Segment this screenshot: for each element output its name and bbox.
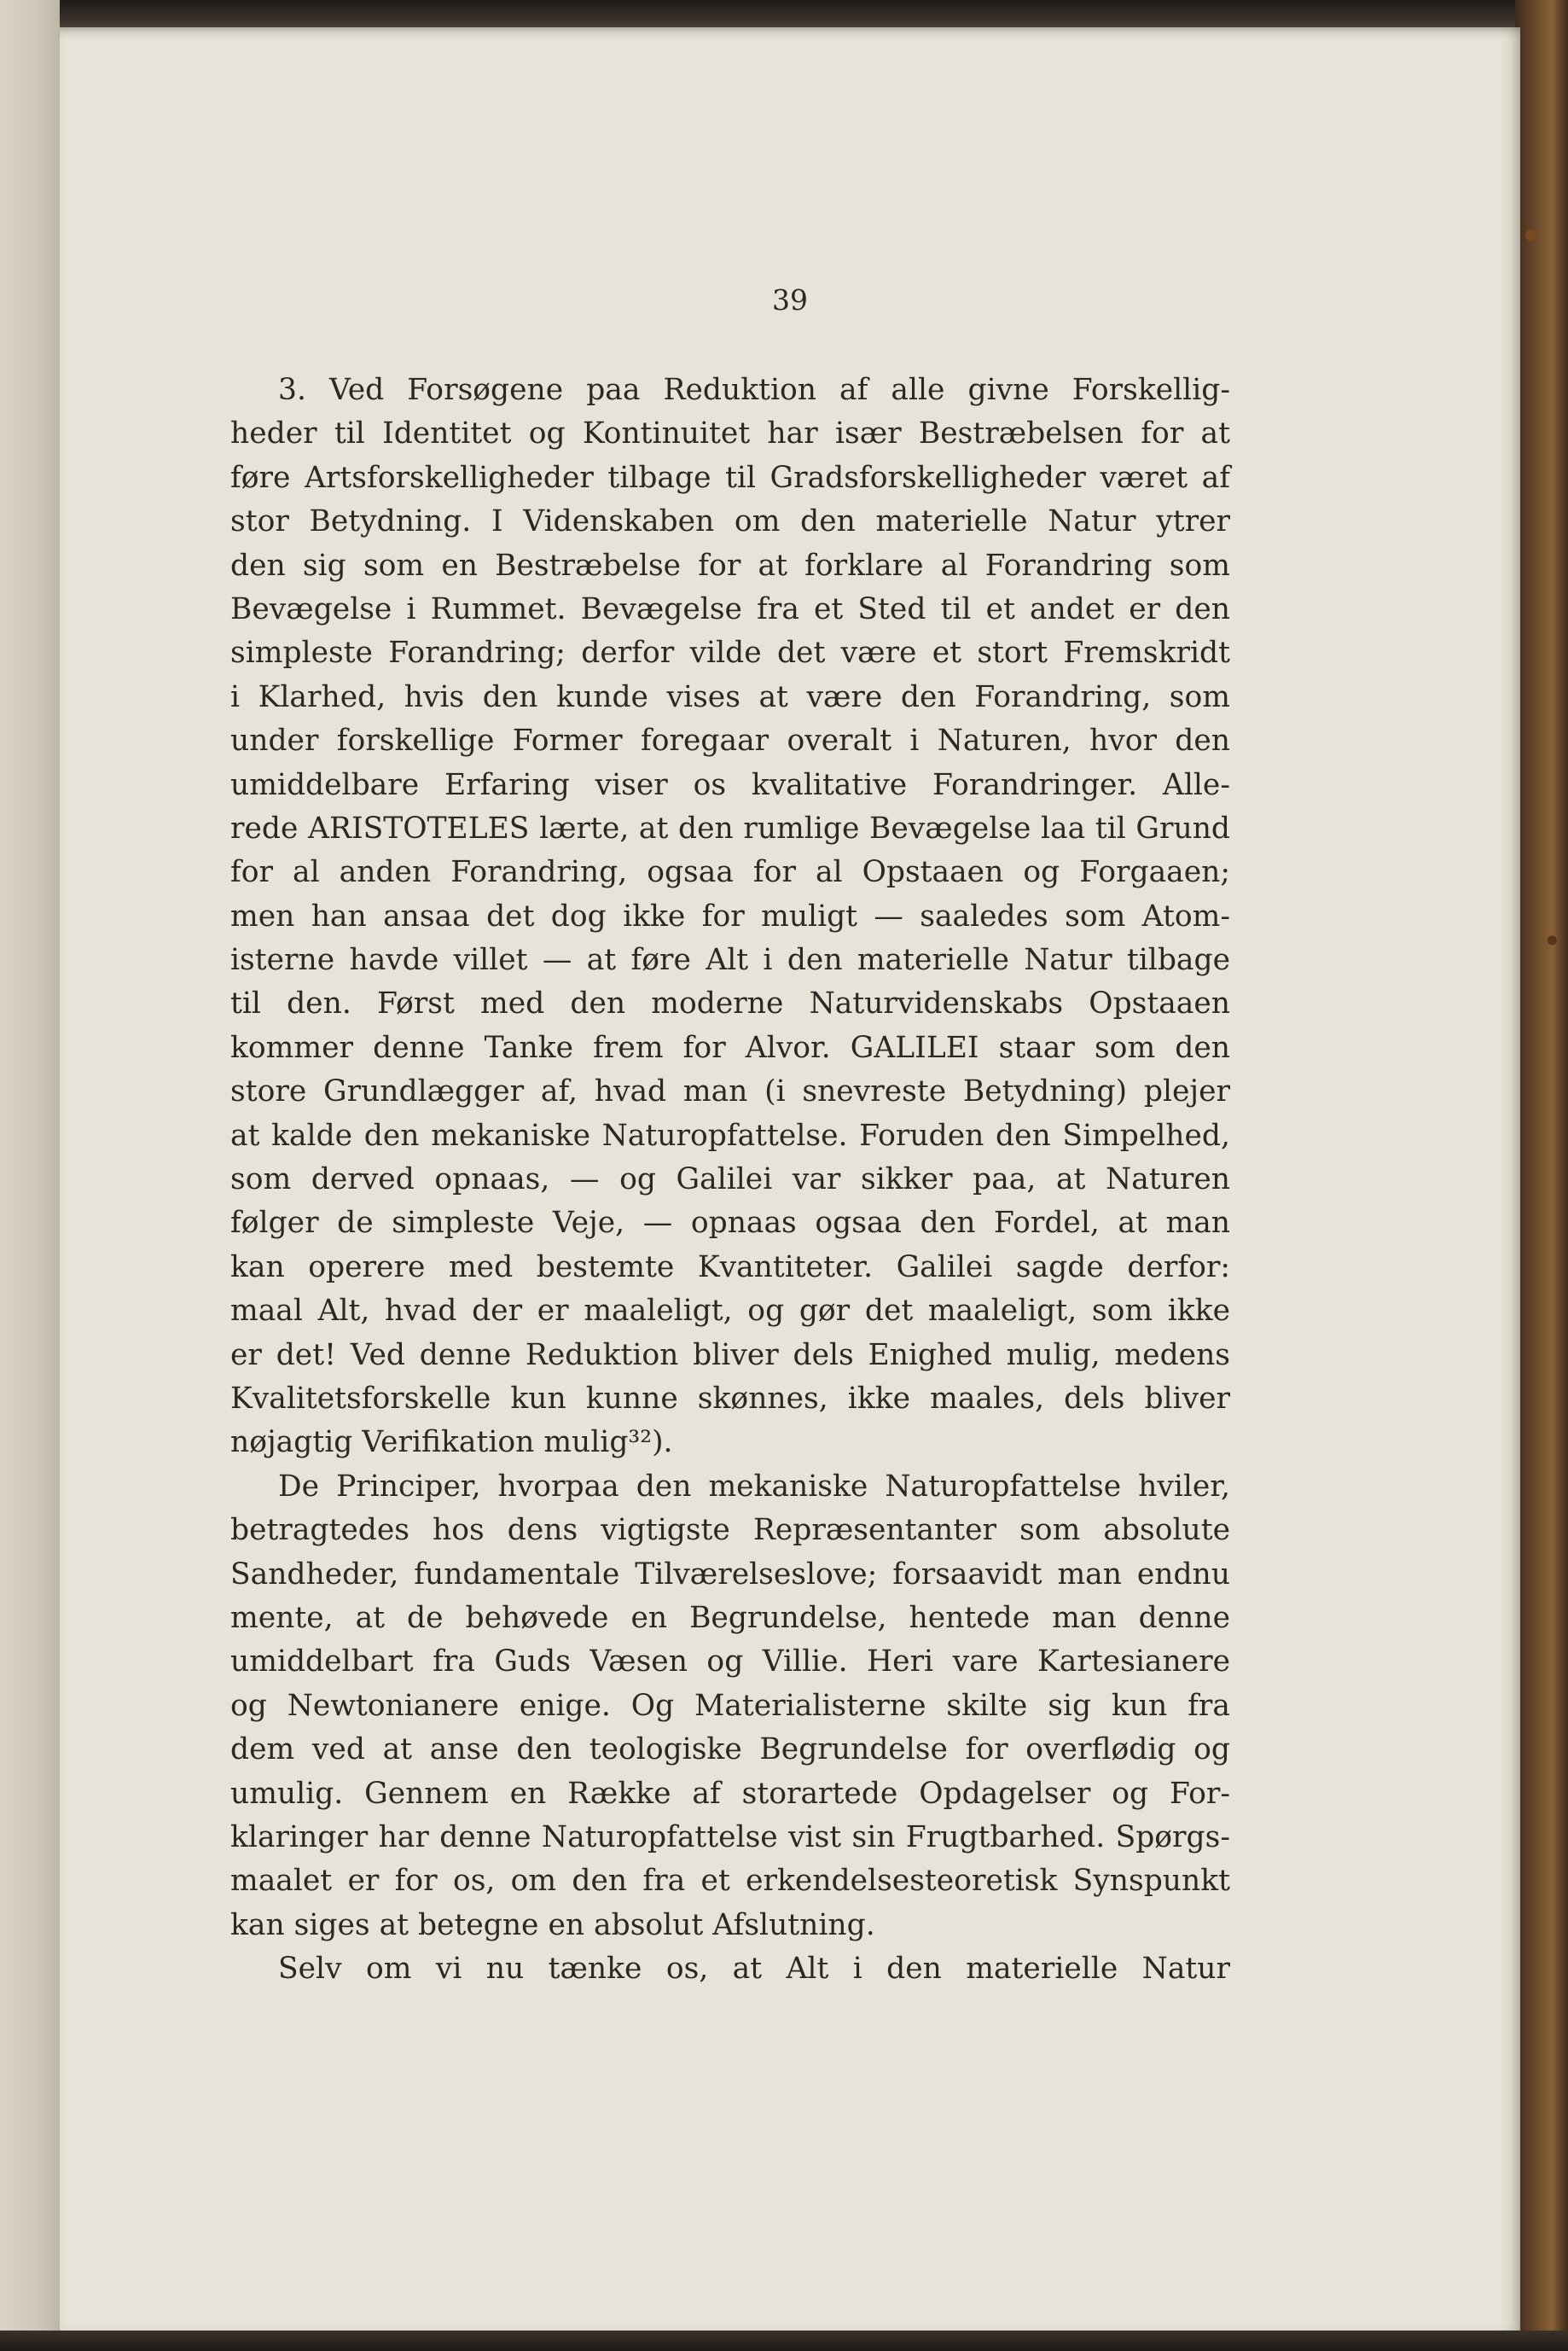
text-line: i Klarhed, hvis den kunde vises at være den Forandring, som: [230, 679, 1230, 714]
text-line: heder til Identitet og Kontinuitet har især Bestræbelsen for at: [230, 416, 1230, 451]
text-line: 3. Ved Forsøgene paa Reduktion af alle givne Forskellig-: [278, 373, 1230, 407]
text-line: for al anden Forandring, ogsaa for al Opstaaen og Forgaaen;: [230, 855, 1230, 890]
marbled-cover-edge: [1515, 0, 1568, 2351]
text-line: umiddelbart fra Guds Væsen og Villie. Heri vare Kartesianere: [230, 1644, 1230, 1679]
text-line: betragtedes hos dens vigtigste Repræsentanter som absolute: [230, 1513, 1230, 1548]
text-line: De Principer, hvorpaa den mekaniske Naturopfattelse hviler,: [278, 1469, 1230, 1504]
text-line: Selv om vi nu tænke os, at Alt i den materielle Natur: [278, 1952, 1230, 1987]
text-line: følger de simpleste Veje, — opnaas ogsaa den Fordel, at man: [230, 1206, 1230, 1241]
facing-page-edge: [0, 0, 60, 2351]
text-line: stor Betydning. I Videnskaben om den materielle Natur ytrer: [230, 504, 1230, 539]
text-line: kan siges at betegne en absolut Afslutning.: [230, 1907, 875, 1942]
text-line: den sig som en Bestræbelse for at forklare al Forandring som: [230, 548, 1230, 583]
text-line: maalet er for os, om den fra et erkendelsesteoretisk Synspunkt: [230, 1864, 1230, 1899]
text-line: rede ARISTOTELES lærte, at den rumlige Bevægelse laa til Grund: [230, 811, 1230, 846]
text-line: som derved opnaas, — og Galilei var sikker paa, at Naturen: [230, 1162, 1230, 1197]
text-line: kan operere med bestemte Kvantiteter. Galilei sagde derfor:: [230, 1249, 1230, 1284]
text-line: nøjagtig Verifikation mulig³²).: [230, 1425, 673, 1460]
text-line: under forskellige Former foregaar overalt i Naturen, hvor den: [230, 724, 1230, 759]
text-line: men han ansaa det dog ikke for muligt — saaledes som Atom-: [230, 899, 1230, 934]
text-line: mente, at de behøvede en Begrundelse, hentede man denne: [230, 1600, 1230, 1635]
text-line: er det! Ved denne Reduktion bliver dels Enighed mulig, medens: [230, 1337, 1230, 1372]
text-line: til den. Først med den moderne Naturvidenskabs Opstaaen: [230, 986, 1230, 1021]
text-line: klaringer har denne Naturopfattelse vist sin Frugtbarhed. Spørgs-: [230, 1819, 1230, 1854]
text-line: simpleste Forandring; derfor vilde det være et stort Fremskridt: [230, 636, 1230, 671]
book-page: [60, 27, 1520, 2331]
text-line: føre Artsforskelligheder tilbage til Gradsforskelligheder været af: [230, 460, 1230, 495]
text-line: Sandheder, fundamentale Tilværelseslove; forsaavidt man endnu: [230, 1557, 1230, 1592]
text-line: og Newtonianere enige. Og Materialisterne skilte sig kun fra: [230, 1688, 1230, 1723]
text-line: dem ved at anse den teologiske Begrundelse for overflødig og: [230, 1732, 1230, 1767]
text-line: store Grundlægger af, hvad man (i snevreste Betydning) plejer: [230, 1074, 1230, 1109]
body-text: [230, 369, 1230, 1991]
text-line: kommer denne Tanke frem for Alvor. GALILEI staar som den: [230, 1030, 1230, 1065]
text-line: isterne havde villet — at føre Alt i den materielle Natur tilbage: [230, 943, 1230, 978]
text-line: umiddelbare Erfaring viser os kvalitative Forandringer. Alle-: [230, 767, 1230, 802]
text-line: Kvalitetsforskelle kun kunne skønnes, ikke maales, dels bliver: [230, 1381, 1230, 1416]
book-bottom-edge: [0, 2331, 1568, 2351]
text-line: maal Alt, hvad der er maaleligt, og gør det maaleligt, som ikke: [230, 1294, 1230, 1329]
page-number: 39: [772, 283, 808, 317]
text-line: Bevægelse i Rummet. Bevægelse fra et Sted til et andet er den: [230, 591, 1230, 626]
text-line: at kalde den mekaniske Naturopfattelse. Foruden den Simpelhed,: [230, 1118, 1230, 1153]
text-line: umulig. Gennem en Række af storartede Opdagelser og For-: [230, 1776, 1230, 1811]
